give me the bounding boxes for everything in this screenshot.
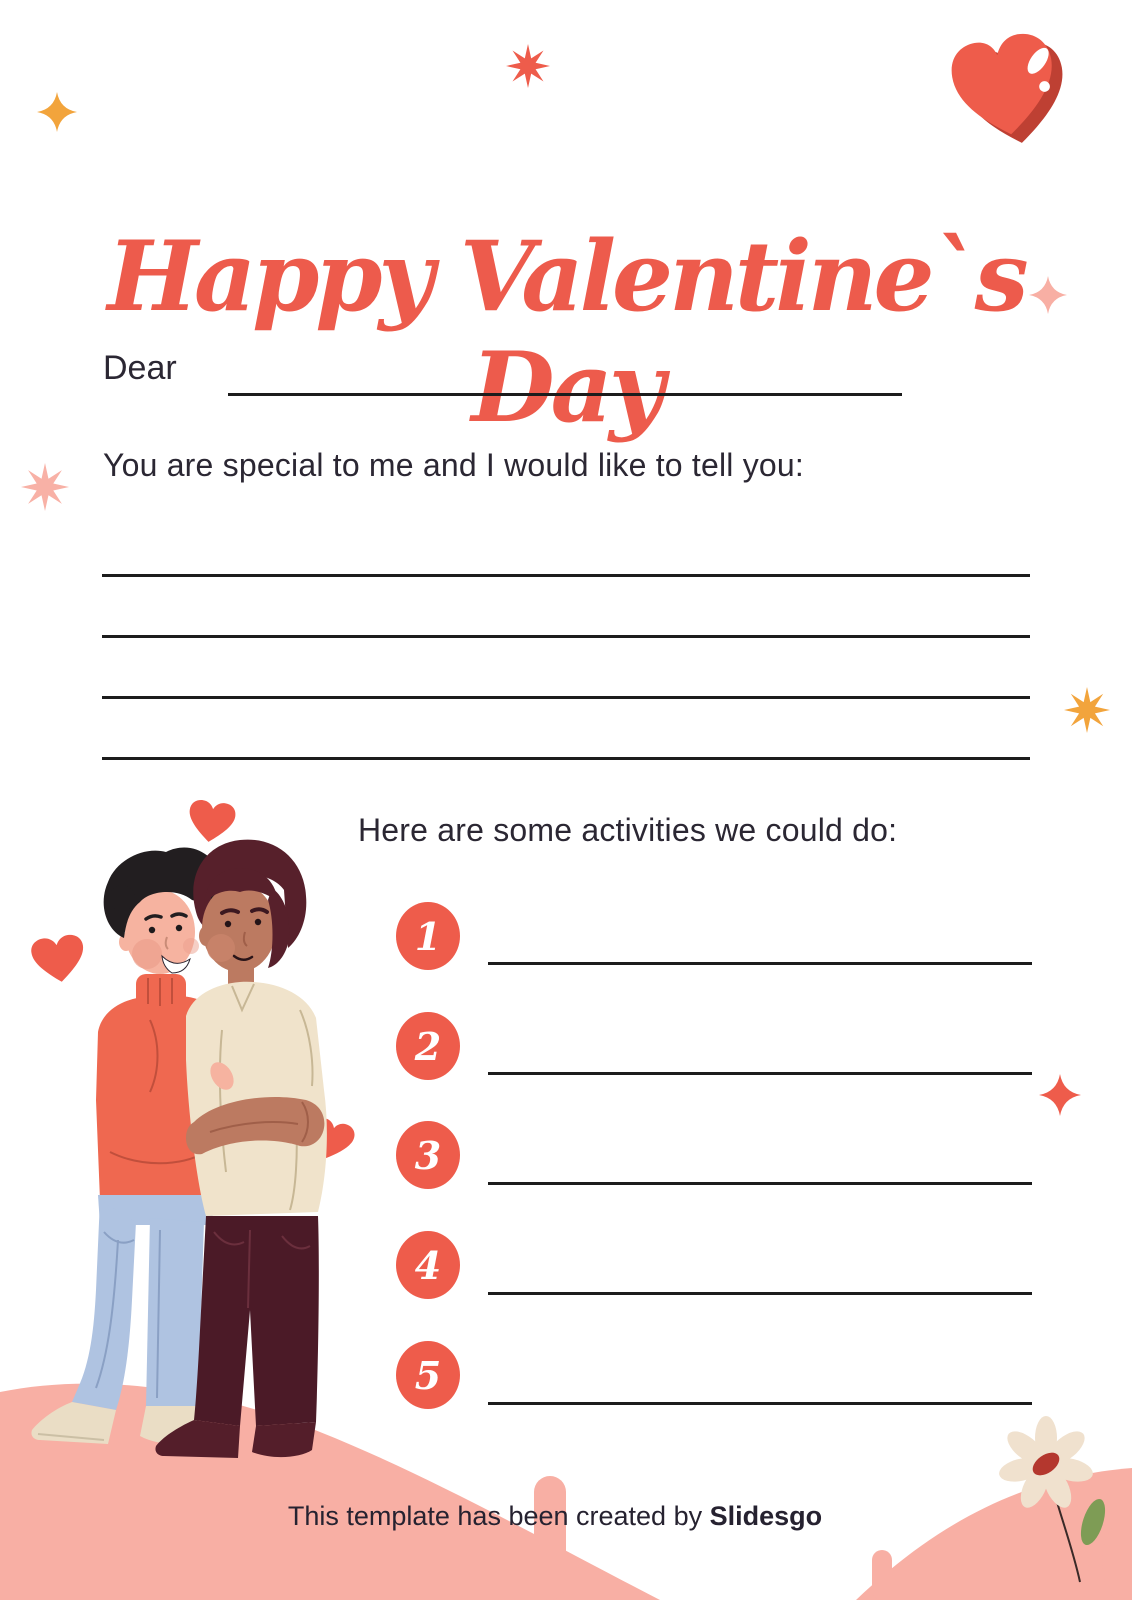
dear-label: Dear [103, 349, 177, 387]
footer-credit-text: This template has been created by [287, 1501, 703, 1531]
message-line-field[interactable] [102, 544, 1030, 577]
sparkle-4point-gold-icon [37, 92, 77, 132]
activities-heading: Here are some activities we could do: [358, 812, 898, 848]
floating-heart-icon [186, 799, 237, 846]
activity-line-field[interactable] [488, 1042, 1032, 1075]
activity-number-badge: 1 [396, 902, 460, 970]
sparkle-4point-red-icon [1039, 1074, 1081, 1116]
message-line-field[interactable] [102, 666, 1030, 699]
activity-number-badge: 3 [396, 1121, 460, 1189]
activity-number-badge: 5 [396, 1341, 460, 1409]
message-line-field[interactable] [102, 727, 1030, 760]
activity-line-field[interactable] [488, 1152, 1032, 1185]
couple-hugging-illustration [0, 770, 380, 1470]
pink-blob [534, 1476, 566, 1600]
page-title: Happy Valentine`s Day [107, 220, 1025, 444]
footer-credit [0, 1501, 1110, 1532]
message-line-field[interactable] [102, 605, 1030, 638]
pink-blob [872, 1550, 892, 1600]
starburst-8point-gold-icon [1064, 687, 1110, 733]
dear-name-field[interactable] [228, 363, 902, 396]
intro-text: You are special to me and I would like to tell you: [103, 447, 804, 483]
floating-heart-icon [30, 933, 88, 985]
activity-number-badge: 4 [396, 1231, 460, 1299]
starburst-8point-pink-icon [21, 463, 69, 511]
starburst-8point-red-icon [506, 44, 550, 88]
activity-number-badge: 2 [396, 1012, 460, 1080]
footer-brand: Slidesgo [709, 1501, 823, 1531]
glossy-heart-icon [946, 33, 1096, 155]
activity-line-field[interactable] [488, 1262, 1032, 1295]
activity-line-field[interactable] [488, 932, 1032, 965]
